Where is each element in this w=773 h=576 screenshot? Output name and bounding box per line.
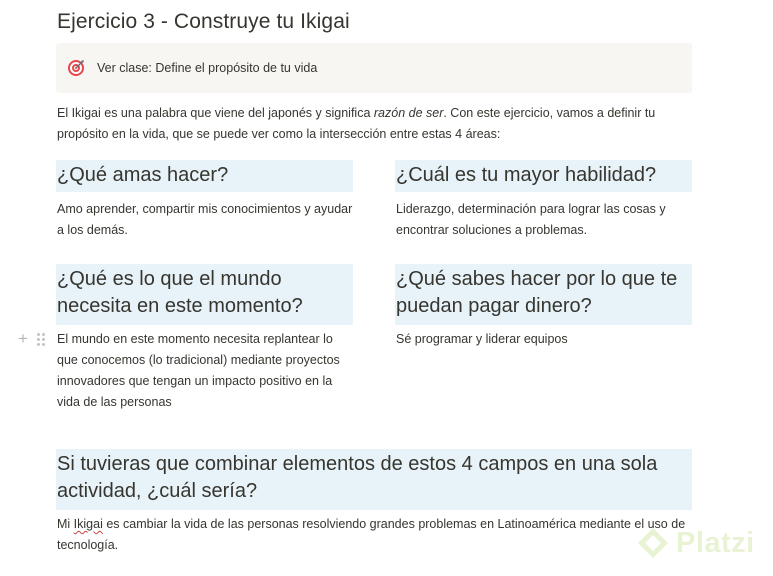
callout-text: Ver clase: Define el propósito de tu vida [97, 61, 318, 75]
platzi-logo-icon [636, 526, 670, 560]
platzi-watermark [636, 526, 755, 560]
heading-world: ¿Qué es lo que el mundo necesita en este momento? [56, 264, 353, 325]
text-combine[interactable]: Mi Ikigai es cambiar la vida de las personas resolviendo grandes problemas en Latinoamérica mediante el uso de tecnología. [57, 517, 686, 552]
text-paid[interactable]: Sé programar y liderar equipos [396, 332, 568, 346]
target-icon [67, 59, 85, 77]
watermark-text: Platzi [676, 526, 755, 559]
block-handle[interactable] [18, 329, 45, 348]
heading-love: ¿Qué amas hacer? [56, 160, 353, 192]
intro-paragraph: El Ikigai es una palabra que viene del japonés y significa razón de ser. Con este ejercicio, vamos a definir tu propósito en la vida, que se puede ver como la intersección entre estas 4 áreas: [57, 106, 656, 141]
text-love[interactable]: Amo aprender, compartir mis conocimientos y ayudar a los demás. [57, 202, 353, 237]
intro-emphasis: razón de ser [373, 106, 444, 120]
spellcheck-word: Ikigai [73, 517, 103, 531]
text-skill[interactable]: Liderazgo, determinación para lograr las cosas y encontrar soluciones a problemas. [396, 202, 666, 237]
drag-handle-icon[interactable] [37, 333, 45, 346]
callout-link[interactable] [56, 43, 692, 93]
text-world[interactable]: El mundo en este momento necesita replantear lo que conocemos (lo tradicional) mediante proyectos innovadores que tengan un impacto positivo en la vida de las personas [57, 332, 340, 409]
heading-combine: Si tuvieras que combinar elementos de estos 4 campos en una sola actividad, ¿cuál sería? [56, 449, 692, 510]
heading-skill: ¿Cuál es tu mayor habilidad? [395, 160, 692, 192]
add-block-icon[interactable]: + [18, 329, 28, 348]
page-title: Ejercicio 3 - Construye tu Ikigai [57, 10, 350, 33]
heading-paid: ¿Qué sabes hacer por lo que te puedan pagar dinero? [395, 264, 692, 325]
